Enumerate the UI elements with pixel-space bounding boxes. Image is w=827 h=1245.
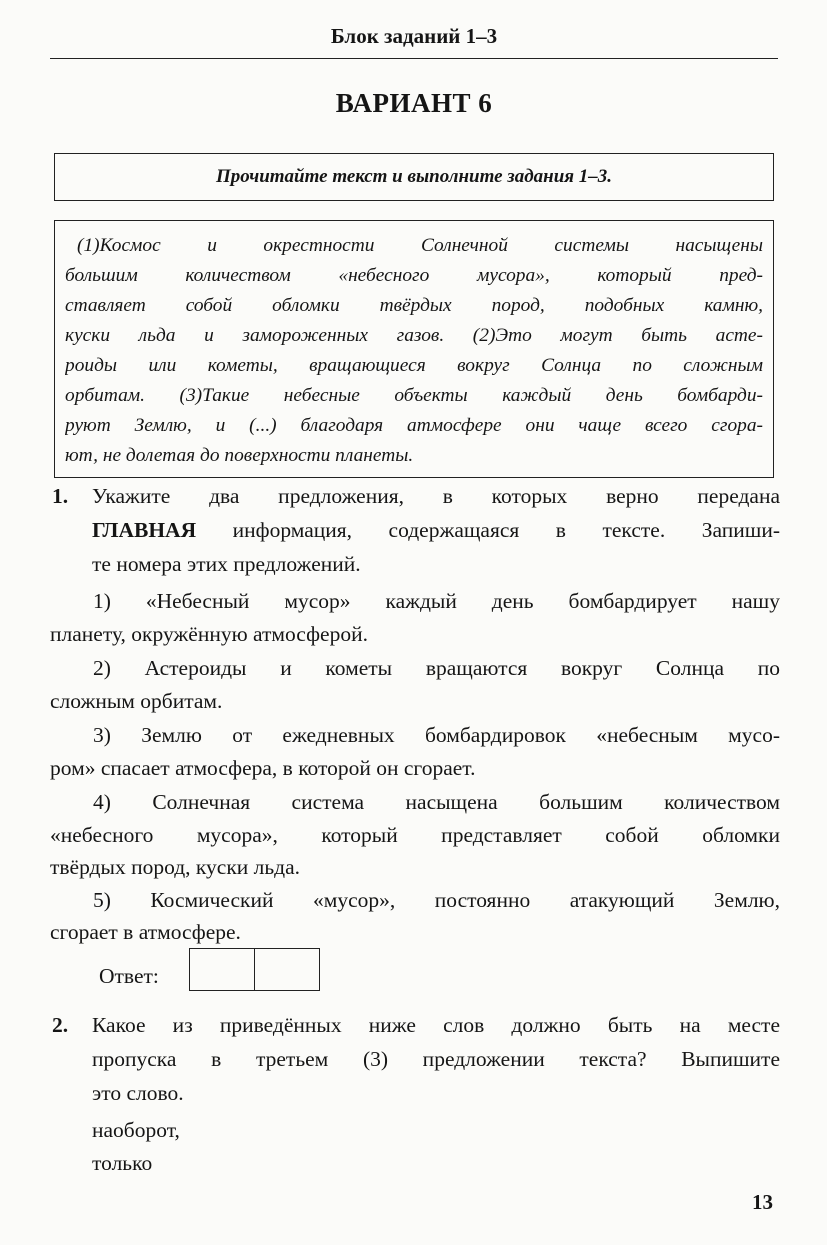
header-divider: [50, 58, 778, 59]
task1-prompt-line: [92, 514, 780, 546]
option-line: ром» спасает атмосфера, в которой он сгорает.: [50, 756, 476, 780]
answer-cell-2[interactable]: [254, 949, 319, 990]
passage-line: орбитам. (3)Такие небесные объекты каждый день бомбарди-: [65, 385, 763, 406]
task1-prompt-rest: информация, содержащаяся в тексте. Запиши-: [196, 518, 780, 542]
option-line: 2) Астероиды и кометы вращаются вокруг Солнца по: [93, 656, 780, 680]
passage-box: [54, 220, 774, 478]
task2-prompt-line: Какое из приведённых ниже слов должно быть на месте: [92, 1013, 780, 1037]
task1-prompt-line: те номера этих предложений.: [92, 552, 361, 576]
option-line: сложным орбитам.: [50, 689, 223, 713]
passage-line: ставляет собой обломки твёрдых пород, подобных камню,: [65, 295, 763, 316]
instruction-text: Прочитайте текст и выполните задания 1–3.: [215, 166, 613, 187]
option-line: 3) Землю от ежедневных бомбардировок «небесным мусо-: [93, 723, 780, 747]
answer-cell-1[interactable]: [190, 949, 254, 990]
answer-label: Ответ:: [99, 964, 159, 988]
page-number: 13: [752, 1190, 773, 1214]
option-line: планету, окружённую атмосферой.: [50, 622, 368, 646]
option-line: 5) Космический «мусор», постоянно атакующий Землю,: [93, 888, 780, 912]
task2-word: наоборот,: [92, 1118, 180, 1142]
variant-title: ВАРИАНТ 6: [335, 88, 493, 118]
passage-line: руют Землю, и (...) благодаря атмосфере они чаще всего сгора-: [65, 415, 763, 436]
task2-prompt-line: это слово.: [92, 1081, 184, 1105]
task1-emphasis: ГЛАВНАЯ: [92, 518, 197, 542]
passage-line: роиды или кометы, вращающиеся вокруг Солнца по сложным: [65, 355, 763, 376]
passage-line: куски льда и замороженных газов. (2)Это могут быть асте-: [65, 325, 763, 346]
instruction-box: [54, 153, 774, 201]
option-line: «небесного мусора», который представляет собой обломки: [50, 823, 780, 847]
answer-box[interactable]: [189, 948, 320, 991]
option-line: 1) «Небесный мусор» каждый день бомбардирует нашу: [93, 589, 780, 613]
passage-line: (1)Космос и окрестности Солнечной системы насыщены: [77, 235, 763, 256]
option-line: твёрдых пород, куски льда.: [50, 855, 301, 879]
page-header-title: Блок заданий 1–3: [330, 24, 498, 48]
task1-prompt-line: Укажите два предложения, в которых верно передана: [92, 484, 780, 508]
option-line: 4) Солнечная система насыщена большим количеством: [93, 790, 780, 814]
passage-line: большим количеством «небесного мусора», который пред-: [65, 265, 763, 286]
task2-word: только: [92, 1151, 153, 1175]
passage-line: ют, не долетая до поверхности планеты.: [65, 445, 414, 466]
task1-number: 1.: [52, 484, 69, 508]
task2-number: 2.: [52, 1013, 69, 1037]
task2-prompt-line: пропуска в третьем (3) предложении текста? Выпишите: [92, 1047, 780, 1071]
option-line: сгорает в атмосфере.: [50, 920, 241, 944]
